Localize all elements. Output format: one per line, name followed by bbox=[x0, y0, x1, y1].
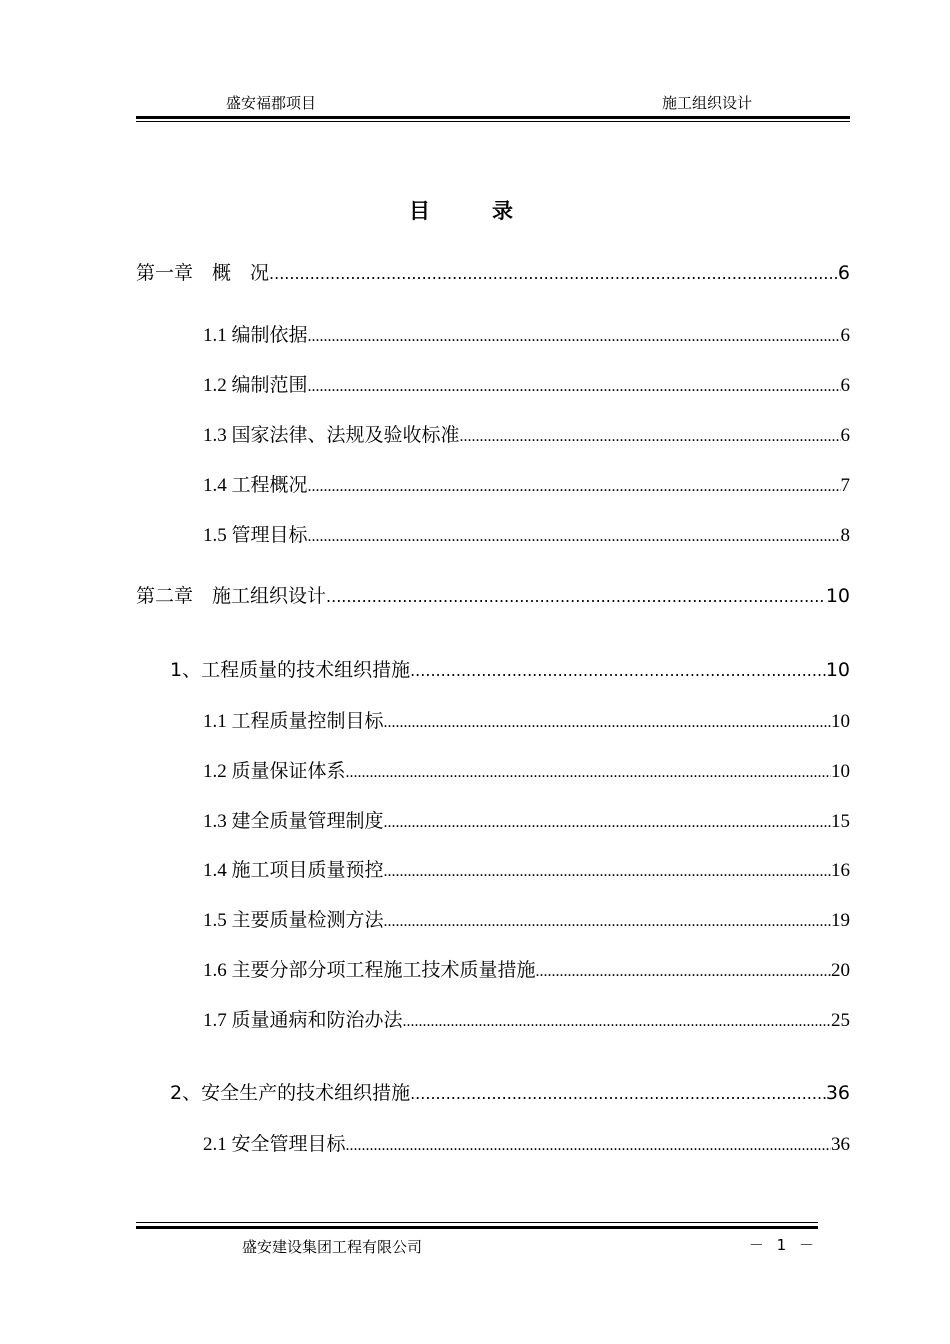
toc-entry[interactable] bbox=[170, 1078, 850, 1105]
toc-dot-leader bbox=[308, 528, 841, 546]
toc-entry-label: 1.1 编制依据 bbox=[203, 325, 308, 346]
toc-entry[interactable] bbox=[203, 370, 850, 397]
toc-entry-page: 6 bbox=[840, 425, 850, 446]
toc-entry-label: 2.1 安全管理目标 bbox=[203, 1134, 346, 1155]
toc-entry-page: 36 bbox=[831, 1134, 850, 1155]
toc-dot-leader bbox=[308, 478, 841, 496]
toc-entry-label: 1.1 工程质量控制目标 bbox=[203, 711, 384, 732]
footer-rule-thick bbox=[136, 1226, 818, 1229]
toc-dot-leader bbox=[410, 1084, 826, 1103]
toc-dot-leader bbox=[460, 428, 841, 446]
toc-entry-page: 6 bbox=[840, 325, 850, 346]
toc-entry-page: 7 bbox=[840, 475, 850, 496]
toc-entry[interactable] bbox=[203, 1129, 850, 1156]
toc-entry[interactable] bbox=[170, 655, 850, 682]
toc-dot-leader bbox=[403, 1013, 831, 1031]
toc-entry-label: 1.4 工程概况 bbox=[203, 475, 308, 496]
toc-entry-label: 1、工程质量的技术组织措施 bbox=[170, 659, 411, 681]
toc-entry-label: 1.7 质量通病和防治办法 bbox=[203, 1010, 403, 1031]
toc-entry-page: 8 bbox=[840, 525, 850, 546]
toc-entry-page: 10 bbox=[831, 711, 850, 732]
toc-dot-leader bbox=[384, 913, 831, 931]
toc-entry[interactable] bbox=[203, 905, 850, 932]
toc-entry-label: 1.3 建全质量管理制度 bbox=[203, 811, 384, 832]
toc-dot-leader bbox=[384, 863, 831, 881]
toc-entry-page: 15 bbox=[831, 811, 850, 832]
toc-entry[interactable] bbox=[203, 470, 850, 497]
header-rule-thin bbox=[136, 121, 850, 122]
page-footer bbox=[136, 1222, 818, 1262]
toc-entry-label: 1.6 主要分部分项工程施工技术质量措施 bbox=[203, 960, 536, 981]
toc-dot-leader bbox=[308, 378, 841, 396]
page-number: － 1 － bbox=[748, 1236, 818, 1254]
toc-entry[interactable] bbox=[203, 1005, 850, 1032]
toc-entry[interactable] bbox=[203, 420, 850, 447]
toc-entry[interactable] bbox=[203, 855, 850, 882]
toc-entry[interactable] bbox=[203, 806, 850, 833]
toc-entry-label: 2、安全生产的技术组织措施 bbox=[170, 1082, 411, 1104]
toc-entry-label: 1.2 质量保证体系 bbox=[203, 761, 346, 782]
toc-dot-leader bbox=[346, 1137, 831, 1155]
toc-dot-leader bbox=[536, 963, 831, 981]
toc-dot-leader bbox=[269, 264, 838, 283]
toc-entry[interactable] bbox=[136, 258, 850, 285]
toc-entry-page: 10 bbox=[825, 659, 850, 681]
toc-dot-leader bbox=[346, 764, 831, 782]
footer-company-name: 盛安建设集团工程有限公司 bbox=[242, 1238, 423, 1256]
toc-entry[interactable] bbox=[203, 706, 850, 733]
toc-entry-page: 20 bbox=[831, 960, 850, 981]
toc-entry-page: 10 bbox=[831, 761, 850, 782]
toc-entry-label: 1.3 国家法律、法规及验收标准 bbox=[203, 425, 460, 446]
toc-entry-label: 第二章 施工组织设计 bbox=[136, 585, 327, 607]
footer-rule-thin bbox=[136, 1222, 818, 1223]
toc-dot-leader bbox=[326, 587, 826, 606]
toc-entry-page: 6 bbox=[837, 262, 850, 284]
toc-entry-page: 25 bbox=[831, 1010, 850, 1031]
header-project-name: 盛安福郡项目 bbox=[226, 94, 317, 112]
toc-entry-label: 第一章 概 况 bbox=[136, 262, 270, 284]
toc-entry-label: 1.2 编制范围 bbox=[203, 375, 308, 396]
page-header bbox=[136, 90, 850, 122]
toc-entry-page: 10 bbox=[825, 585, 850, 607]
toc-entry[interactable] bbox=[203, 756, 850, 783]
toc-title: 目录 bbox=[409, 199, 575, 223]
toc-entry[interactable] bbox=[136, 581, 850, 608]
toc-dot-leader bbox=[384, 714, 831, 732]
header-document-type: 施工组织设计 bbox=[662, 94, 753, 112]
toc-entry-label: 1.4 施工项目质量预控 bbox=[203, 860, 384, 881]
toc-entry-label: 1.5 管理目标 bbox=[203, 525, 308, 546]
toc-entry-label: 1.5 主要质量检测方法 bbox=[203, 910, 384, 931]
toc-entry-page: 16 bbox=[831, 860, 850, 881]
toc-entry-page: 36 bbox=[825, 1082, 850, 1104]
toc-entry-page: 19 bbox=[831, 910, 850, 931]
toc-dot-leader bbox=[410, 661, 826, 680]
toc-entry[interactable] bbox=[203, 320, 850, 347]
toc-entry[interactable] bbox=[203, 520, 850, 547]
toc-entry[interactable] bbox=[203, 955, 850, 982]
toc-entry-page: 6 bbox=[840, 375, 850, 396]
toc-dot-leader bbox=[384, 814, 831, 832]
header-rule-thick bbox=[136, 116, 850, 119]
toc-dot-leader bbox=[308, 328, 841, 346]
